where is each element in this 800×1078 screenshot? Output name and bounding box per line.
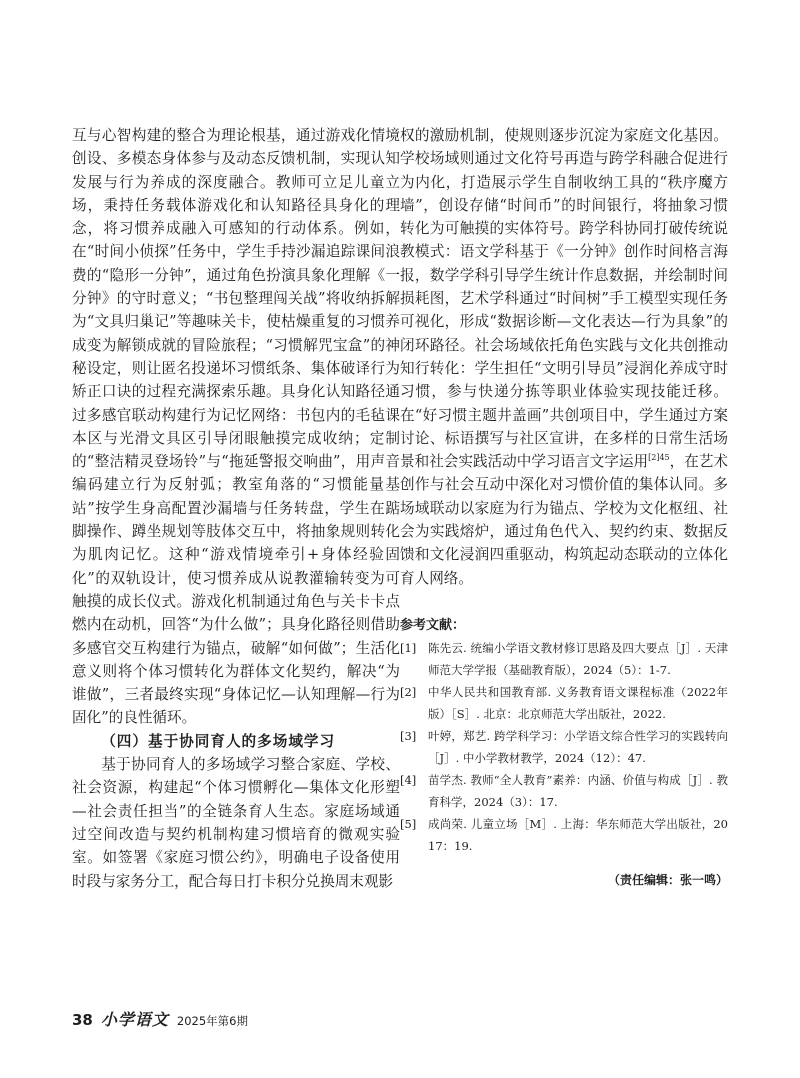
body-paragraph — [400, 124, 728, 590]
paragraph-text: 权的激励机制，使规则逐步沉淀为家庭文化基因。学校场域则通过文化符号再造与跨学科融合促进行为内化，打造展示学生自制收纳工具的“秩序魔方墙”，创设存储“时间币”的时间银行，将抽象习惯转化为可触摸的实体符号。跨学科协同打破传统说教模式：语文学科基于《一分钟》创作时间格言海报，数学学科引导学生统计作息数据，并绘制时间损耗图，艺术学科通过“时间树”手工模型实现任务可视化，形成“数据诊断—文化表达—行为具象”的闭环路径。社会场域依托角色实践与文化共创推动知行转化：学生担任“文明引导员”浸润化养成守时习惯，参与快递分拣等职业体验实现技能迁移。在“好习惯主题井盖画”共创项目中，学生通过方案讨论、标语撰写与社区宣讲，在多样的日常生活场景和社会实践活动中学习语言文字运用 — [400, 127, 728, 471]
reference-number: [4] — [400, 772, 417, 787]
reference-number: [2] — [400, 684, 417, 699]
citation-superscript: [2]45 — [648, 453, 670, 463]
page-footer — [72, 1007, 248, 1030]
reference-text: 苗学杰. 教师“全人教育”素养：内涵、价值与构成［J］. 教育科学，2024（3）：17. — [428, 772, 728, 809]
reference-text: 中华人民共和国教育部. 义务教育语文课程标准（2022年版）［S］. 北京：北京师范大学出版社，2022. — [428, 684, 728, 721]
reference-item — [400, 725, 728, 769]
left-column — [72, 124, 400, 893]
page-number: 38 — [72, 1011, 93, 1029]
reference-number: [5] — [400, 816, 417, 831]
references-list — [400, 637, 728, 857]
references-heading: 参考文献： — [400, 617, 466, 633]
editor-note: （责任编辑：张一鸣） — [607, 872, 728, 887]
body-paragraph: 互与心智构建的整合为理论根基，通过游戏化情境创设、多模态身体参与及动态反馈机制，实现认知发展与行为养成的深度融合。教师可立足儿童立场，秉持任务载体游戏化和认知路径具身化的理念，将习惯养成融入可感知的行动体系。例如，在“时间小侦探”任务中，学生手持沙漏追踪课间浪费的“隐形一分钟”，通过角色扮演具象化理解《一分钟》的守时意义；“书包整理闯关战”将收纳拆解为“文具归巢记”等趣味关卡，使枯燥重复的习惯养成变为解锁成就的冒险旅程；“习惯解咒宝盒”的神秘设定，则让匿名投递坏习惯纸条、集体破译行为矫正口诀的过程充满探索乐趣。具身化认知路径通过多感官联动构建行为记忆网络：书包内的毛毡课本区与光滑文具区引导闭眼触摸完成收纳；定制的“整洁精灵登场铃”与“拖延警报交响曲”，用声音编码建立行为反射弧；教室角落的“习惯能量基站”按学生身高配置沙漏墙与任务转盘，学生在踮脚操作、蹲坐规划等肢体交互中，将抽象规则转化为肌肉记忆。这种“游戏情境牵引+身体经验固化”的双轨设计，使习惯养成从说教灌输转变为可触摸的成长仪式。游戏化机制通过角色与关卡卡点燃内在动机，回答“为什么做”；具身化路径则借助多感官交互构建行为锚点，破解“如何做”；生活化意义则将个体习惯转化为群体文化契约，解决“为谁做”，三者最终实现“身体记忆—认知理解—行为固化”的良性循环。 — [72, 127, 400, 727]
section-heading: （四）基于协同育人的多场域学习 — [101, 732, 336, 750]
paragraph-text-tail: ，在艺术创作与社会互动中深化对习惯价值的集体认同。多场域联动以家庭为行为锚点、学校为文化枢纽、社会为实践熔炉，通过角色代入、契约约束、数据反馈和文化浸润四重驱动，构筑起动态联动的立体化育人网络。 — [400, 453, 729, 587]
body-paragraph: 基于协同育人的多场域学习整合家庭、学校、社会资源，构建起“个体习惯孵化—集体文化形塑—社会责任担当”的全链条育人生态。家庭场域通过空间改造与契约机制构建习惯培育的微观实验室。如签署《家庭习惯公约》，明确电子设备使用时段与家务分工，配合每日打卡积分兑换周末观影 — [72, 756, 400, 890]
reference-text: 陈先云. 统编小学语文教材修订思路及四大要点［J］. 天津师范大学学报（基础教育版），2024（5）：1-7. — [428, 640, 728, 677]
reference-item — [400, 769, 728, 813]
journal-logo: 小学语文 — [100, 1010, 169, 1029]
reference-number: [1] — [400, 640, 417, 655]
reference-item — [400, 681, 728, 725]
reference-text: 叶婷，郑艺. 跨学科学习：小学语文综合性学习的实践转向［J］. 中小学教材教学，2024（12）：47. — [428, 728, 728, 765]
reference-number: [3] — [400, 728, 417, 743]
right-column — [400, 124, 728, 888]
issue-label: 2025年第6期 — [176, 1014, 248, 1028]
reference-item — [400, 813, 728, 857]
reference-text: 成尚荣. 儿童立场［M］. 上海：华东师范大学出版社，2017：19. — [428, 816, 728, 853]
reference-item — [400, 637, 728, 681]
